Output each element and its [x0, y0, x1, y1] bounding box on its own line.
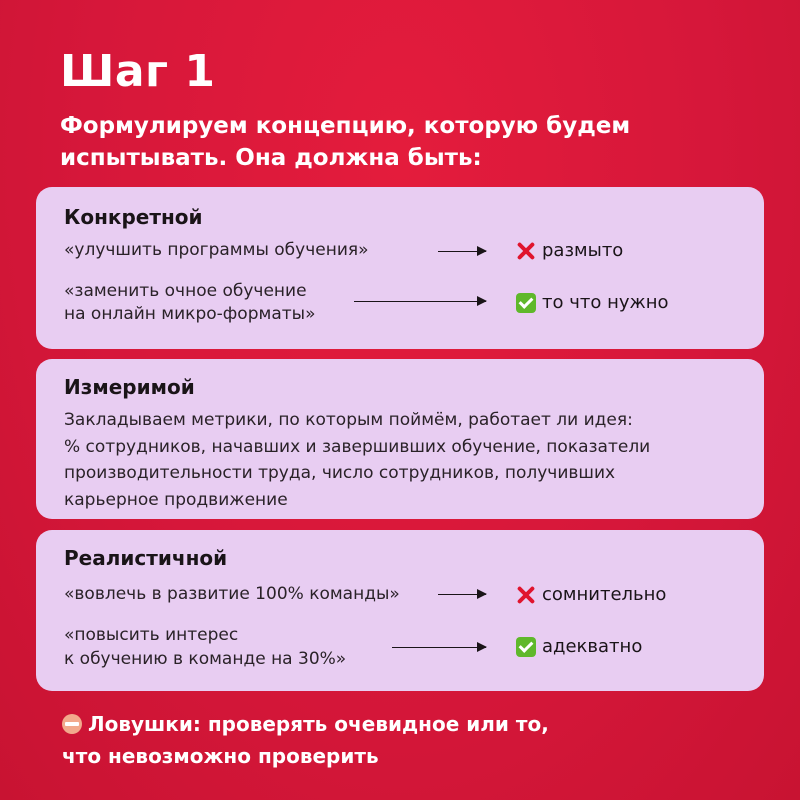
no-entry-icon: [62, 714, 82, 734]
cross-mark-icon: [516, 241, 536, 261]
cross-mark-icon: [516, 585, 536, 605]
verdict-label: сомнительно: [542, 584, 667, 605]
arrow-icon: [438, 594, 486, 595]
example-quote-line1: «заменить очное обучение: [64, 281, 307, 301]
page-subtitle: Формулируем концепцию, которую будем испытывать. Она должна быть:: [60, 113, 631, 171]
card-specific: [36, 187, 764, 349]
body-line: % сотрудников, начавших и завершивших обучение, показатели: [64, 436, 651, 457]
arrow-icon: [392, 647, 486, 648]
check-mark-icon: [516, 637, 536, 657]
example-quote-line1: «повысить интерес: [64, 625, 239, 645]
card-body: [64, 407, 744, 513]
verdict: [516, 239, 623, 263]
verdict: [516, 635, 642, 659]
card-title: Измеримой: [64, 375, 195, 399]
arrow-icon: [438, 251, 486, 252]
example-quote: «вовлечь в развитие 100% команды»: [64, 584, 400, 604]
arrow-icon: [354, 301, 486, 302]
trap-line2: что невозможно проверить: [62, 744, 379, 768]
card-realistic: [36, 530, 764, 691]
verdict-label: адекватно: [542, 636, 643, 657]
trap-note: [62, 708, 742, 772]
body-line: производительности труда, число сотрудников, получивших: [64, 463, 616, 483]
trap-line1: Ловушки: проверять очевидное или то,: [88, 712, 549, 736]
body-line: Закладываем метрики, по которым поймём, работает ли идея:: [64, 410, 633, 430]
card-title: Конкретной: [64, 205, 203, 229]
verdict: [516, 583, 666, 607]
example-quote-line2: к обучению в команде на 30%»: [64, 649, 347, 669]
page-title: Шаг 1: [60, 46, 216, 97]
body-line: карьерное продвижение: [64, 489, 288, 510]
check-mark-icon: [516, 293, 536, 313]
card-measurable: [36, 359, 764, 519]
verdict-label: то что нужно: [542, 292, 669, 313]
verdict: [516, 291, 669, 315]
verdict-label: размыто: [542, 240, 624, 261]
card-title: Реалистичной: [64, 546, 228, 570]
example-quote-line2: на онлайн микро-форматы»: [64, 304, 316, 324]
example-quote: «улучшить программы обучения»: [64, 240, 369, 260]
